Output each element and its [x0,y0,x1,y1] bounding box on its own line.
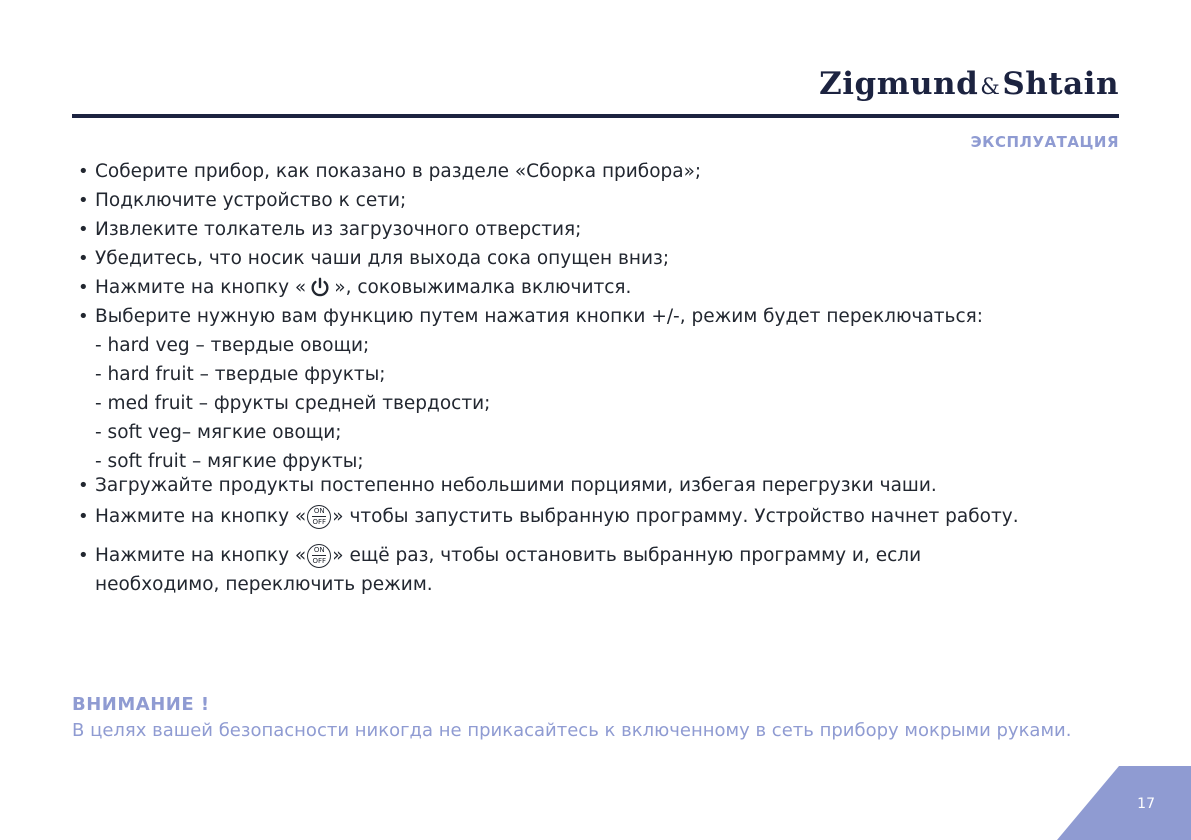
warning-text: В целях вашей безопасности никогда не прикасайтесь к включенному в сеть прибору мокрыми руками. [72,720,1072,741]
list-item-text: Выберите нужную вам функцию путем нажатия кнопки +/-, режим будет переключаться: [95,306,983,327]
bullet-icon: • [78,506,89,527]
list-item [78,186,1138,215]
list-item [78,302,1138,331]
instructions-list [78,157,1138,599]
list-item-text: Извлеките толкатель из загрузочного отверстия; [95,219,582,240]
header-divider [72,114,1119,118]
list-item-text: Убедитесь, что носик чаши для выхода сока опущен вниз; [95,248,670,269]
bullet-icon: • [78,219,89,240]
off-label: OFF [312,518,327,526]
off-label: OFF [312,557,327,565]
bullet-icon: • [78,545,89,566]
on-label: ON [313,507,325,515]
list-item-text: », соковыжималка включится. [334,277,632,298]
brand-logo [819,66,1119,102]
page-corner-decoration [1057,766,1191,840]
mode-item: - hard fruit – твердые фрукты; [95,364,386,385]
list-item-text: » ещё раз, чтобы остановить выбранную программу и, если [332,545,922,566]
mode-item: - med fruit – фрукты средней твердости; [95,393,491,414]
mode-item: - hard veg – твердые овощи; [95,335,370,356]
list-item [78,471,1138,500]
bullet-icon: • [78,475,89,496]
list-item-stop [78,541,1138,570]
warning-title: ВНИМАНИЕ ! [72,694,210,715]
bullet-icon: • [78,306,89,327]
list-item [78,157,1138,186]
on-off-icon [307,505,331,529]
mode-item: - soft veg– мягкие овощи; [95,422,342,443]
mode-item: - soft fruit – мягкие фрукты; [95,451,364,472]
list-item-start [78,502,1138,531]
list-item-power [78,273,1138,302]
on-label: ON [313,546,325,554]
bullet-icon: • [78,161,89,182]
brand-logo-ampersand: & [980,75,1001,100]
list-item-text: Нажмите на кнопку « [95,545,307,566]
page-number: 17 [1137,796,1155,812]
section-title: ЭКСПЛУАТАЦИЯ [970,133,1119,151]
list-item [78,215,1138,244]
list-item-text: Нажмите на кнопку « [95,506,307,527]
list-item-text: Соберите прибор, как показано в разделе «Сборка прибора»; [95,161,702,182]
list-item [78,244,1138,273]
brand-logo-right: Shtain [1002,66,1119,102]
bullet-icon: • [78,190,89,211]
list-item-text: » чтобы запустить выбранную программу. Устройство начнет работу. [332,506,1019,527]
list-item-text: Загружайте продукты постепенно небольшими порциями, избегая перегрузки чаши. [95,475,937,496]
list-item-text: Нажмите на кнопку « [95,277,307,298]
bullet-icon: • [78,277,89,298]
list-item-text: Подключите устройство к сети; [95,190,407,211]
bullet-icon: • [78,248,89,269]
on-off-icon [307,544,331,568]
list-item-continuation: необходимо, переключить режим. [95,574,433,595]
power-icon [309,277,331,299]
brand-logo-left: Zigmund [819,66,979,102]
